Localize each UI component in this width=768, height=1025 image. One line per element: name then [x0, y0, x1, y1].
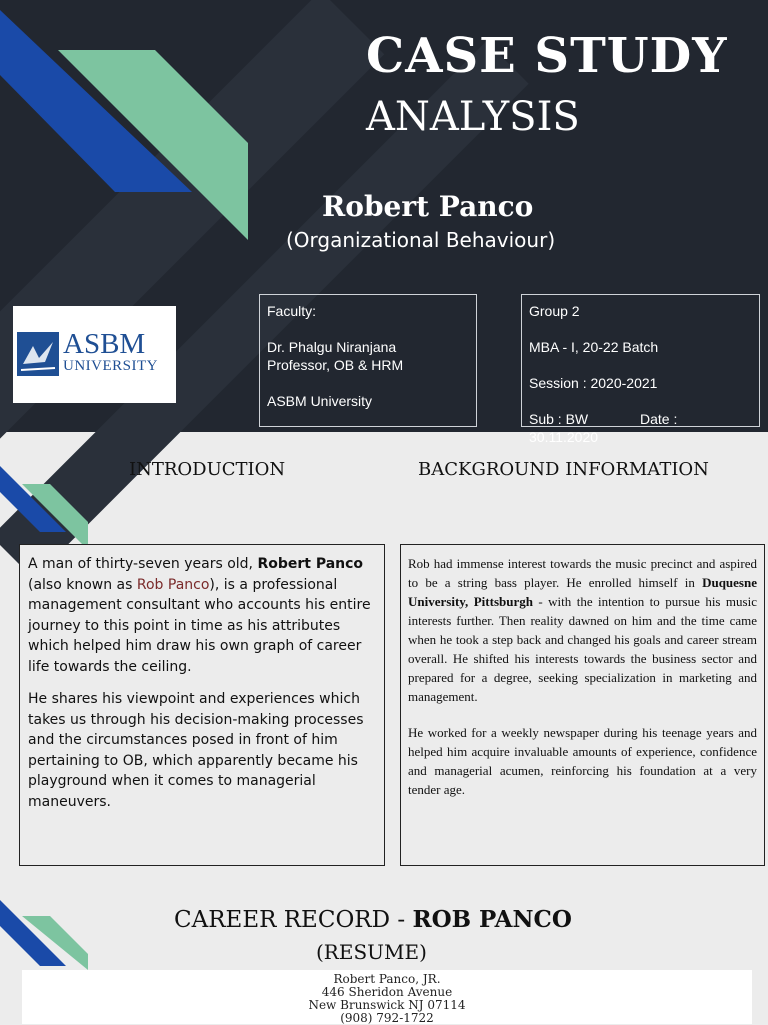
background-panel [400, 544, 765, 866]
career-heading [174, 906, 572, 933]
background-paragraph-1 [408, 554, 757, 706]
introduction-heading: INTRODUCTION [129, 459, 286, 480]
intro-paragraph-1 [28, 554, 376, 677]
introduction-panel [19, 544, 385, 866]
title-line-2: ANALYSIS [366, 94, 580, 140]
intro-paragraph-2: He shares his viewpoint and experiences which takes us through his decision-making processes and the circumstances posed in front of him pertaining to OB, which apparently became his playground when it comes to managerial maneuvers. [28, 691, 364, 810]
intro-name: Robert Panco [257, 556, 364, 572]
background-paragraph-2: He worked for a weekly newspaper during his teenage years and helped him acquire invaluable amounts of experience, confidence and managerial acumen, reinforcing his foundation at a very tender age. [408, 725, 757, 797]
date-value: 30.11.2020 [529, 429, 599, 445]
intro-text: ), is a professional management consultant who accounts his entire journey to this point in time as his attributes which helped him draw his own graph of career life towards the ceiling. [28, 576, 371, 675]
decorative-shapes [0, 0, 300, 260]
logo-subtitle: UNIVERSITY [63, 358, 158, 374]
logo-mark-icon [17, 332, 59, 376]
session: Session : 2020-2021 [529, 375, 658, 391]
faculty-label: Faculty: [267, 303, 317, 319]
university-logo [13, 306, 176, 403]
intro-alias: Rob Panco [136, 576, 210, 593]
faculty-role: Professor, OB & HRM [267, 357, 404, 373]
corner-decoration [0, 890, 100, 970]
person-name: Robert Panco [322, 190, 534, 223]
faculty-institution: ASBM University [267, 393, 373, 409]
group-box [521, 294, 760, 445]
career-heading-text: CAREER RECORD - [174, 907, 413, 933]
title-line-1: CASE STUDY [366, 28, 728, 84]
program: MBA - I, 20-22 Batch [529, 339, 659, 355]
resume-name: Robert Panco, JR. [333, 972, 441, 986]
resume-city: New Brunswick NJ 07114 [308, 998, 466, 1012]
background-text: - with the intention to pursue his music interests further. Then reality dawned on him and the time came when he took a step back and changed his goals and career stream overall. He shifted his interests towards the business sector and prepared for a degree, seeking specialization in marketing and management. [408, 594, 757, 704]
resume-street: 446 Sheridon Avenue [321, 985, 453, 999]
corner-decoration [0, 440, 100, 550]
faculty-box [259, 294, 477, 427]
resume-document [22, 970, 752, 1024]
intro-text: A man of thirty-seven years old, [28, 556, 258, 572]
background-university: Duquesne University, Pittsburgh [408, 575, 757, 609]
date-label: Date : [640, 411, 678, 427]
cover-slide [0, 0, 768, 445]
faculty-name: Dr. Phalgu Niranjana [267, 339, 397, 355]
background-text: Rob had immense interest towards the music precinct and aspired to be a string bass player. He enrolled himself in [408, 556, 757, 590]
subject-code: Sub : BW [529, 411, 589, 427]
logo-name: ASBM [63, 328, 146, 360]
group-name: Group 2 [529, 303, 580, 319]
resume-phone: (908) 792-1722 [340, 1011, 434, 1025]
intro-text: (also known as [28, 576, 137, 593]
resume-subheading: (RESUME) [316, 940, 427, 964]
bird-icon [17, 332, 59, 376]
subject: (Organizational Behaviour) [286, 228, 556, 252]
career-heading-name: ROB PANCO [412, 906, 572, 933]
background-heading: BACKGROUND INFORMATION [418, 459, 709, 480]
